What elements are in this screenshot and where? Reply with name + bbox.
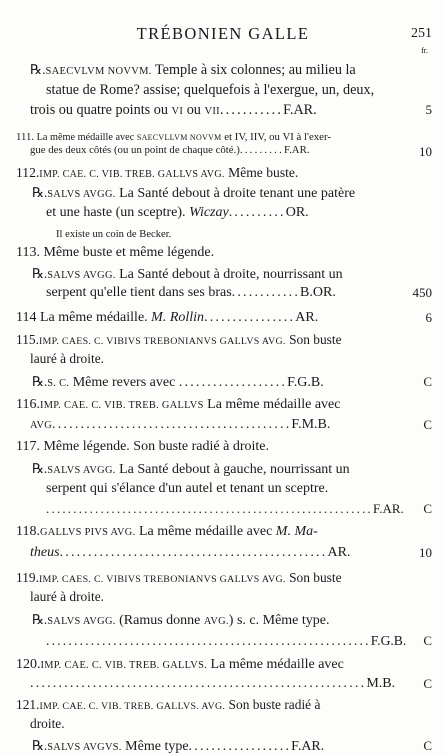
entry-number: 113. (16, 245, 40, 260)
metal-value: OR. (285, 205, 309, 220)
entry-text: La Santé debout à gauche, nourrissant un (115, 462, 350, 477)
entry-line (30, 589, 104, 605)
metal-value: AR. (327, 545, 351, 560)
running-title: TRÉBONIEN GALLE (136, 24, 310, 43)
leader-dots: ................... (178, 375, 288, 390)
entry-line (30, 417, 330, 433)
entry-line (16, 310, 318, 326)
entry-line (46, 82, 374, 99)
leader-dots: ............ (231, 285, 301, 300)
entry-text: La même médaille avec (34, 132, 137, 143)
leader-dots: .......................................................... (46, 633, 371, 648)
entry-line (32, 185, 355, 202)
entry-text: IMP. CAE. C. VIB. TREB. GALLVS (39, 400, 204, 411)
metal-value: M.B. (366, 676, 396, 691)
leader-dots: .......................................... (52, 417, 292, 432)
metal-value: F.AR. (283, 102, 317, 118)
entry-text: M. Ma- (275, 524, 318, 539)
entry-line (16, 657, 344, 673)
entry-line (46, 481, 328, 497)
entry-text: Même buste et même légende. (39, 245, 215, 260)
entry-text: et une haste (un sceptre). (46, 205, 190, 220)
entry-text: IMP. CAE. C. VIB. TREB. GALLVS. (40, 660, 208, 671)
entry-number: 119. (16, 570, 39, 585)
unit-label: fr. (421, 46, 428, 55)
leader-dots: ............................................................ (46, 501, 373, 516)
entry-text: IMP. CAES. C. VIBIVS TREBONIANVS GALLVS AVG. (38, 574, 286, 585)
entry-line (32, 374, 324, 391)
entry-number: 121. (16, 697, 40, 712)
entry-line (16, 131, 331, 143)
entry-text: AVG (30, 420, 53, 431)
entry-line (30, 676, 395, 692)
entry-text: ℞. (32, 374, 48, 389)
metal-value: F.AR. (291, 739, 325, 754)
metal-value: AR. (295, 310, 319, 325)
page-number: 251 (411, 26, 432, 41)
entry-line (16, 570, 342, 586)
entry-text: SALVS AVGG. (47, 189, 116, 200)
entry-number: 115. (16, 332, 39, 347)
price-value: 10 (419, 545, 432, 560)
entry-line (30, 545, 350, 561)
entry-number: 111. (16, 131, 35, 143)
entry-text: SAECVLLVM NOVVM (136, 133, 222, 142)
price-value: C (423, 738, 432, 753)
entry-text: SALVS AVGG. (47, 465, 116, 476)
leader-dots: ................ (204, 310, 296, 325)
entry-text: Temple à six colonnes; au milieu la (151, 62, 356, 78)
entry-text: SALVS AVGVS. (47, 742, 122, 753)
entry-line (16, 439, 269, 455)
entry-text: ℞. (32, 738, 48, 753)
entry-text: droite. (30, 716, 65, 731)
entry-text: gue des deux côtés (ou un point de chaque côté.) (30, 144, 240, 156)
price-value: C (423, 676, 432, 691)
entry-text: trois ou quatre points ou (30, 102, 172, 118)
metal-value: F.G.B. (287, 375, 324, 390)
entry-line (16, 165, 298, 181)
price-value: 450 (412, 285, 432, 300)
entry-number: 114 (16, 310, 37, 325)
entry-text: S. C. (47, 378, 70, 389)
price-value: 10 (419, 144, 432, 159)
entry-line (46, 285, 336, 301)
entry-text: (Ramus donne (115, 613, 204, 628)
leader-dots: ........... (219, 102, 284, 118)
entry-line (16, 524, 318, 540)
entry-text: Même buste. (224, 165, 299, 180)
entry-line (16, 332, 342, 348)
leader-dots: .................. (188, 739, 292, 754)
page-header (0, 24, 446, 55)
entry-text: IMP. CAE. C. VIB. TREB. GALLVS AVG. (39, 169, 225, 180)
entry-number: 116. (16, 397, 40, 412)
price-value: 6 (425, 310, 432, 325)
entry-text: serpent qu'elle tient dans ses bras (46, 285, 232, 300)
entry-text: Même revers avec (69, 375, 179, 390)
metal-value: F.G.B. (370, 633, 407, 648)
entry-text: ℞. (32, 612, 48, 627)
leader-dots: ........................................................... (30, 676, 367, 691)
entry-text: lauré à droite. (30, 351, 104, 366)
entry-line (16, 397, 340, 413)
entry-line (16, 245, 214, 261)
entry-text: La même médaille avec (207, 657, 344, 672)
entry-number: 117. (16, 439, 40, 454)
entry-text: La même médaille avec (203, 397, 341, 412)
leader-dots: ............................................... (59, 545, 328, 560)
entry-text: statue de Rome? assise; quelquefois à l'exergue, un, deux, (46, 82, 375, 98)
entry-text: GALLVS PIVS AVG. (39, 527, 136, 538)
entry-text: Même légende. Son buste radié à droite. (39, 439, 269, 454)
entry-text: SALVS AVGG. (47, 616, 116, 627)
entry-text: ℞. (30, 62, 46, 77)
entry-text: Son buste (285, 332, 342, 347)
entry-number: 112. (16, 165, 40, 180)
entry-line (46, 205, 309, 221)
entry-line (30, 102, 317, 119)
entry-line (32, 461, 350, 478)
entry-text: Il existe un coin de Becker. (56, 229, 172, 240)
entry-number: 118. (16, 524, 40, 539)
entry-line (32, 612, 330, 629)
price-value: C (423, 374, 432, 389)
price-value: C (423, 501, 432, 516)
metal-value: F.AR. (283, 144, 310, 156)
entry-text: ou (183, 102, 205, 118)
entry-text: Même type (121, 739, 189, 754)
entry-text: La même médaille. (36, 310, 152, 325)
entry-text: ℞. (32, 185, 48, 200)
entry-text: serpent qui s'élance d'un autel et tenant un sceptre. (46, 481, 329, 496)
leader-dots: ......... (239, 144, 284, 156)
price-value: C (423, 633, 432, 648)
entry-line (16, 697, 320, 713)
entry-line (32, 266, 343, 283)
metal-value: B.OR. (300, 285, 336, 300)
entry-text: La Santé debout à droite, nourrissant un (115, 267, 343, 282)
entry-line (46, 501, 404, 517)
price-value: C (423, 417, 432, 432)
entry-line (30, 716, 65, 732)
entry-text: ) s. c. Même type. (228, 613, 330, 628)
entry-text: La même médaille avec (135, 524, 276, 539)
entry-line (30, 351, 104, 367)
entry-text: AVG. (203, 616, 229, 627)
entry-text: theus (30, 545, 60, 560)
entry-text: SAECVLVM NOVVM. (45, 66, 152, 77)
entry-text: M. Rollin (151, 310, 205, 325)
entry-text: ℞. (32, 266, 48, 281)
entry-number: 120. (16, 657, 41, 672)
entry-text: Son buste (285, 570, 342, 585)
leader-dots: .......... (228, 205, 286, 220)
entry-text: SALVS AVGG. (47, 270, 116, 281)
entry-text: La Santé debout à droite tenant une patère (115, 186, 356, 201)
entry-text: ℞. (32, 461, 48, 476)
entry-line (56, 229, 171, 240)
metal-value: F.M.B. (291, 417, 331, 432)
entry-text: VI (171, 106, 184, 117)
entry-line (30, 62, 356, 79)
metal-value: F.AR. (373, 501, 404, 516)
entry-text: VII (204, 106, 220, 117)
entry-line (30, 144, 310, 156)
price-value: 5 (425, 102, 432, 117)
entry-text: IMP. CAES. C. VIBIVS TREBONIANVS GALLVS AVG. (38, 336, 286, 347)
entry-text: lauré à droite. (30, 589, 104, 604)
entry-text: et IV, IIV, ou VI à l'exer- (221, 131, 331, 143)
entry-text: Son buste radié à (225, 697, 321, 712)
entry-text: IMP. CAE. C. VIB. TREB. GALLVS. AVG. (39, 701, 226, 712)
entry-line (46, 633, 406, 649)
entry-text: Wiczay (189, 205, 229, 220)
entry-line (32, 738, 324, 755)
